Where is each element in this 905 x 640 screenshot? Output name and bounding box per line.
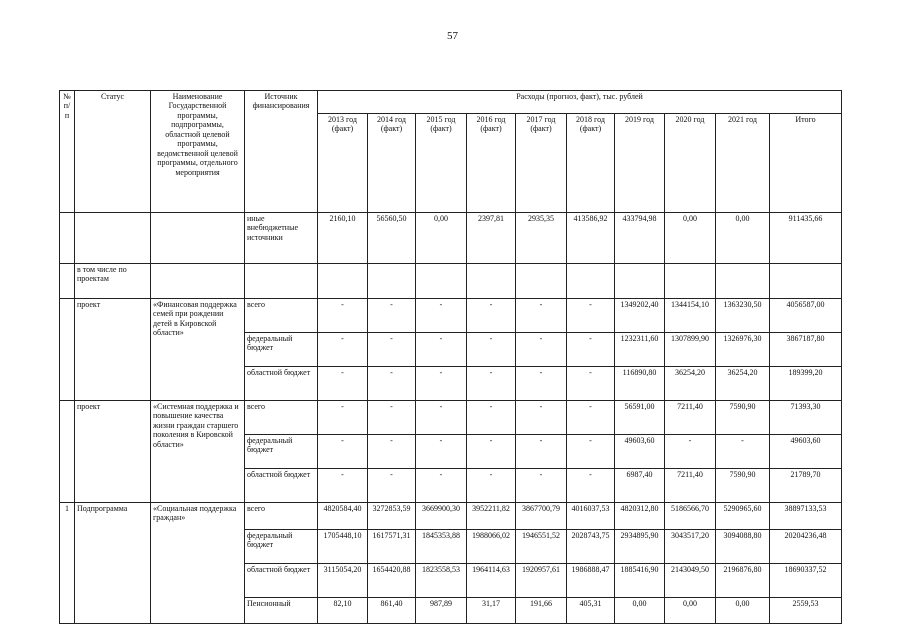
cell-value: 6987,40: [615, 469, 665, 503]
cell-value: -: [467, 401, 516, 435]
cell-value: 1986888,47: [567, 564, 615, 598]
cell-value: 2397,81: [467, 213, 516, 264]
table-row: [60, 503, 842, 530]
table-row: [60, 401, 842, 435]
cell-value: 191,66: [516, 598, 567, 624]
cell-num: [60, 264, 75, 299]
cell-value: [416, 264, 467, 299]
cell-value: 36254,20: [716, 367, 770, 401]
cell-source: иные внебюджетные источники: [245, 213, 318, 264]
cell-value: 0,00: [716, 213, 770, 264]
cell-value: -: [716, 435, 770, 469]
cell-value: -: [467, 435, 516, 469]
cell-value: -: [567, 299, 615, 333]
header-row: [60, 91, 842, 114]
cell-value: -: [318, 469, 368, 503]
cell-num: [60, 401, 75, 503]
cell-source: всего: [245, 503, 318, 530]
cell-value: [368, 264, 416, 299]
cell-value: [516, 264, 567, 299]
cell-total: 21789,70: [770, 469, 842, 503]
cell-total: 20204236,48: [770, 530, 842, 564]
cell-value: 7211,40: [665, 401, 716, 435]
cell-total: 911435,66: [770, 213, 842, 264]
cell-value: 1964114,63: [467, 564, 516, 598]
header-total: Итого: [770, 114, 842, 213]
cell-value: 0,00: [416, 213, 467, 264]
cell-value: 2196876,80: [716, 564, 770, 598]
cell-value: -: [467, 333, 516, 367]
cell-total: [770, 264, 842, 299]
cell-value: 1232311,60: [615, 333, 665, 367]
cell-value: -: [467, 299, 516, 333]
cell-total: 38897133,53: [770, 503, 842, 530]
cell-value: 1326976,30: [716, 333, 770, 367]
cell-value: 1344154,10: [665, 299, 716, 333]
cell-total: 2559,53: [770, 598, 842, 624]
cell-value: 1654420,88: [368, 564, 416, 598]
cell-value: -: [368, 401, 416, 435]
cell-value: 1363230,50: [716, 299, 770, 333]
header-year: 2017 год (факт): [516, 114, 567, 213]
cell-name: [151, 264, 245, 299]
cell-value: 433794,98: [615, 213, 665, 264]
cell-value: -: [567, 333, 615, 367]
cell-value: -: [318, 367, 368, 401]
cell-value: 1349202,40: [615, 299, 665, 333]
cell-name: «Социальная поддержка граждан»: [151, 503, 245, 624]
cell-value: -: [318, 299, 368, 333]
cell-num: [60, 213, 75, 264]
cell-value: -: [416, 367, 467, 401]
cell-value: 3043517,20: [665, 530, 716, 564]
cell-value: -: [567, 435, 615, 469]
cell-value: -: [567, 469, 615, 503]
cell-value: 5186566,70: [665, 503, 716, 530]
cell-source: областной бюджет: [245, 367, 318, 401]
cell-value: -: [467, 367, 516, 401]
cell-value: 31,17: [467, 598, 516, 624]
cell-value: -: [416, 333, 467, 367]
cell-value: 56591,00: [615, 401, 665, 435]
cell-value: 0,00: [665, 598, 716, 624]
cell-value: 1307899,90: [665, 333, 716, 367]
page-number: 57: [447, 30, 458, 42]
cell-total: 189399,20: [770, 367, 842, 401]
cell-value: 4820312,80: [615, 503, 665, 530]
table-row: [60, 264, 842, 299]
cell-source: областной бюджет: [245, 564, 318, 598]
cell-value: 1845353,88: [416, 530, 467, 564]
cell-value: 4820584,40: [318, 503, 368, 530]
cell-name: «Финансовая поддержка семей при рождении детей в Кировской области»: [151, 299, 245, 401]
cell-total: 49603,60: [770, 435, 842, 469]
cell-value: 2935,35: [516, 213, 567, 264]
cell-value: 116890,80: [615, 367, 665, 401]
cell-value: -: [516, 299, 567, 333]
header-expenses: Расходы (прогноз, факт), тыс. рублей: [318, 91, 842, 114]
cell-value: -: [516, 401, 567, 435]
cell-value: 0,00: [615, 598, 665, 624]
cell-value: 7590,90: [716, 401, 770, 435]
header-status: Статус: [75, 91, 151, 213]
header-year: 2020 год: [665, 114, 716, 213]
cell-source: федеральный бюджет: [245, 333, 318, 367]
cell-value: 36254,20: [665, 367, 716, 401]
cell-value: 49603,60: [615, 435, 665, 469]
cell-value: -: [318, 401, 368, 435]
cell-value: 861,40: [368, 598, 416, 624]
cell-value: -: [467, 469, 516, 503]
cell-source: областной бюджет: [245, 469, 318, 503]
cell-value: 2160,10: [318, 213, 368, 264]
cell-value: 1988066,02: [467, 530, 516, 564]
cell-num: [60, 299, 75, 401]
cell-value: 1946551,52: [516, 530, 567, 564]
cell-total: 71393,30: [770, 401, 842, 435]
cell-value: 0,00: [665, 213, 716, 264]
cell-value: 1705448,10: [318, 530, 368, 564]
cell-total: 18690337,52: [770, 564, 842, 598]
cell-value: 2143049,50: [665, 564, 716, 598]
cell-value: -: [368, 435, 416, 469]
cell-value: -: [416, 435, 467, 469]
cell-value: -: [416, 469, 467, 503]
header-year: 2019 год: [615, 114, 665, 213]
header-source: Источник финансирования: [245, 91, 318, 213]
cell-value: 1617571,31: [368, 530, 416, 564]
cell-value: 3272853,59: [368, 503, 416, 530]
cell-source: всего: [245, 299, 318, 333]
cell-value: 7590,90: [716, 469, 770, 503]
cell-value: 5290965,60: [716, 503, 770, 530]
cell-value: 82,10: [318, 598, 368, 624]
budget-table: [59, 90, 842, 624]
cell-value: -: [516, 435, 567, 469]
cell-source: всего: [245, 401, 318, 435]
cell-value: -: [416, 401, 467, 435]
cell-status: [75, 213, 151, 264]
header-year: 2015 год (факт): [416, 114, 467, 213]
cell-value: 3867700,79: [516, 503, 567, 530]
cell-value: -: [516, 333, 567, 367]
table-row: [60, 299, 842, 333]
header-year: 2018 год (факт): [567, 114, 615, 213]
cell-value: 56560,50: [368, 213, 416, 264]
cell-value: 2934895,90: [615, 530, 665, 564]
cell-value: 987,89: [416, 598, 467, 624]
header-name: Наименование Государственной программы, подпрограммы, областной целевой программы, ведомственной целевой программы, отдельного мероприятия: [151, 91, 245, 213]
cell-value: 3115054,20: [318, 564, 368, 598]
cell-status: в том числе по проектам: [75, 264, 151, 299]
cell-value: [665, 264, 716, 299]
cell-value: 4016037,53: [567, 503, 615, 530]
table-row: [60, 213, 842, 264]
cell-status: проект: [75, 401, 151, 503]
cell-value: -: [516, 367, 567, 401]
cell-name: «Системная поддержка и повышение качества жизни граждан старшего поколения в Кировской области»: [151, 401, 245, 503]
header-year: 2016 год (факт): [467, 114, 516, 213]
cell-value: [615, 264, 665, 299]
cell-value: -: [368, 367, 416, 401]
cell-value: -: [665, 435, 716, 469]
cell-value: [716, 264, 770, 299]
cell-total: 4056587,00: [770, 299, 842, 333]
header-year: 2014 год (факт): [368, 114, 416, 213]
header-year: 2013 год (факт): [318, 114, 368, 213]
cell-total: 3867187,80: [770, 333, 842, 367]
cell-source: Пенсионный: [245, 598, 318, 624]
cell-num: 1: [60, 503, 75, 624]
cell-value: -: [516, 469, 567, 503]
cell-source: федеральный бюджет: [245, 530, 318, 564]
cell-value: [567, 264, 615, 299]
cell-value: 405,31: [567, 598, 615, 624]
cell-value: -: [318, 435, 368, 469]
cell-value: 3669900,30: [416, 503, 467, 530]
cell-value: -: [368, 333, 416, 367]
cell-status: проект: [75, 299, 151, 401]
cell-value: 1920957,61: [516, 564, 567, 598]
cell-name: [151, 213, 245, 264]
cell-value: -: [368, 469, 416, 503]
cell-value: -: [318, 333, 368, 367]
cell-value: 2028743,75: [567, 530, 615, 564]
cell-value: 0,00: [716, 598, 770, 624]
cell-value: 7211,40: [665, 469, 716, 503]
cell-source: [245, 264, 318, 299]
cell-value: 3094088,80: [716, 530, 770, 564]
cell-value: 413586,92: [567, 213, 615, 264]
cell-value: 1823558,53: [416, 564, 467, 598]
header-num: № п/п: [60, 91, 75, 213]
cell-value: -: [567, 401, 615, 435]
cell-value: 3952211,82: [467, 503, 516, 530]
header-year: 2021 год: [716, 114, 770, 213]
cell-source: федеральный бюджет: [245, 435, 318, 469]
cell-value: -: [416, 299, 467, 333]
cell-value: -: [368, 299, 416, 333]
cell-value: [467, 264, 516, 299]
cell-value: [318, 264, 368, 299]
cell-value: -: [567, 367, 615, 401]
cell-value: 1885416,90: [615, 564, 665, 598]
cell-status: Подпрограмма: [75, 503, 151, 624]
